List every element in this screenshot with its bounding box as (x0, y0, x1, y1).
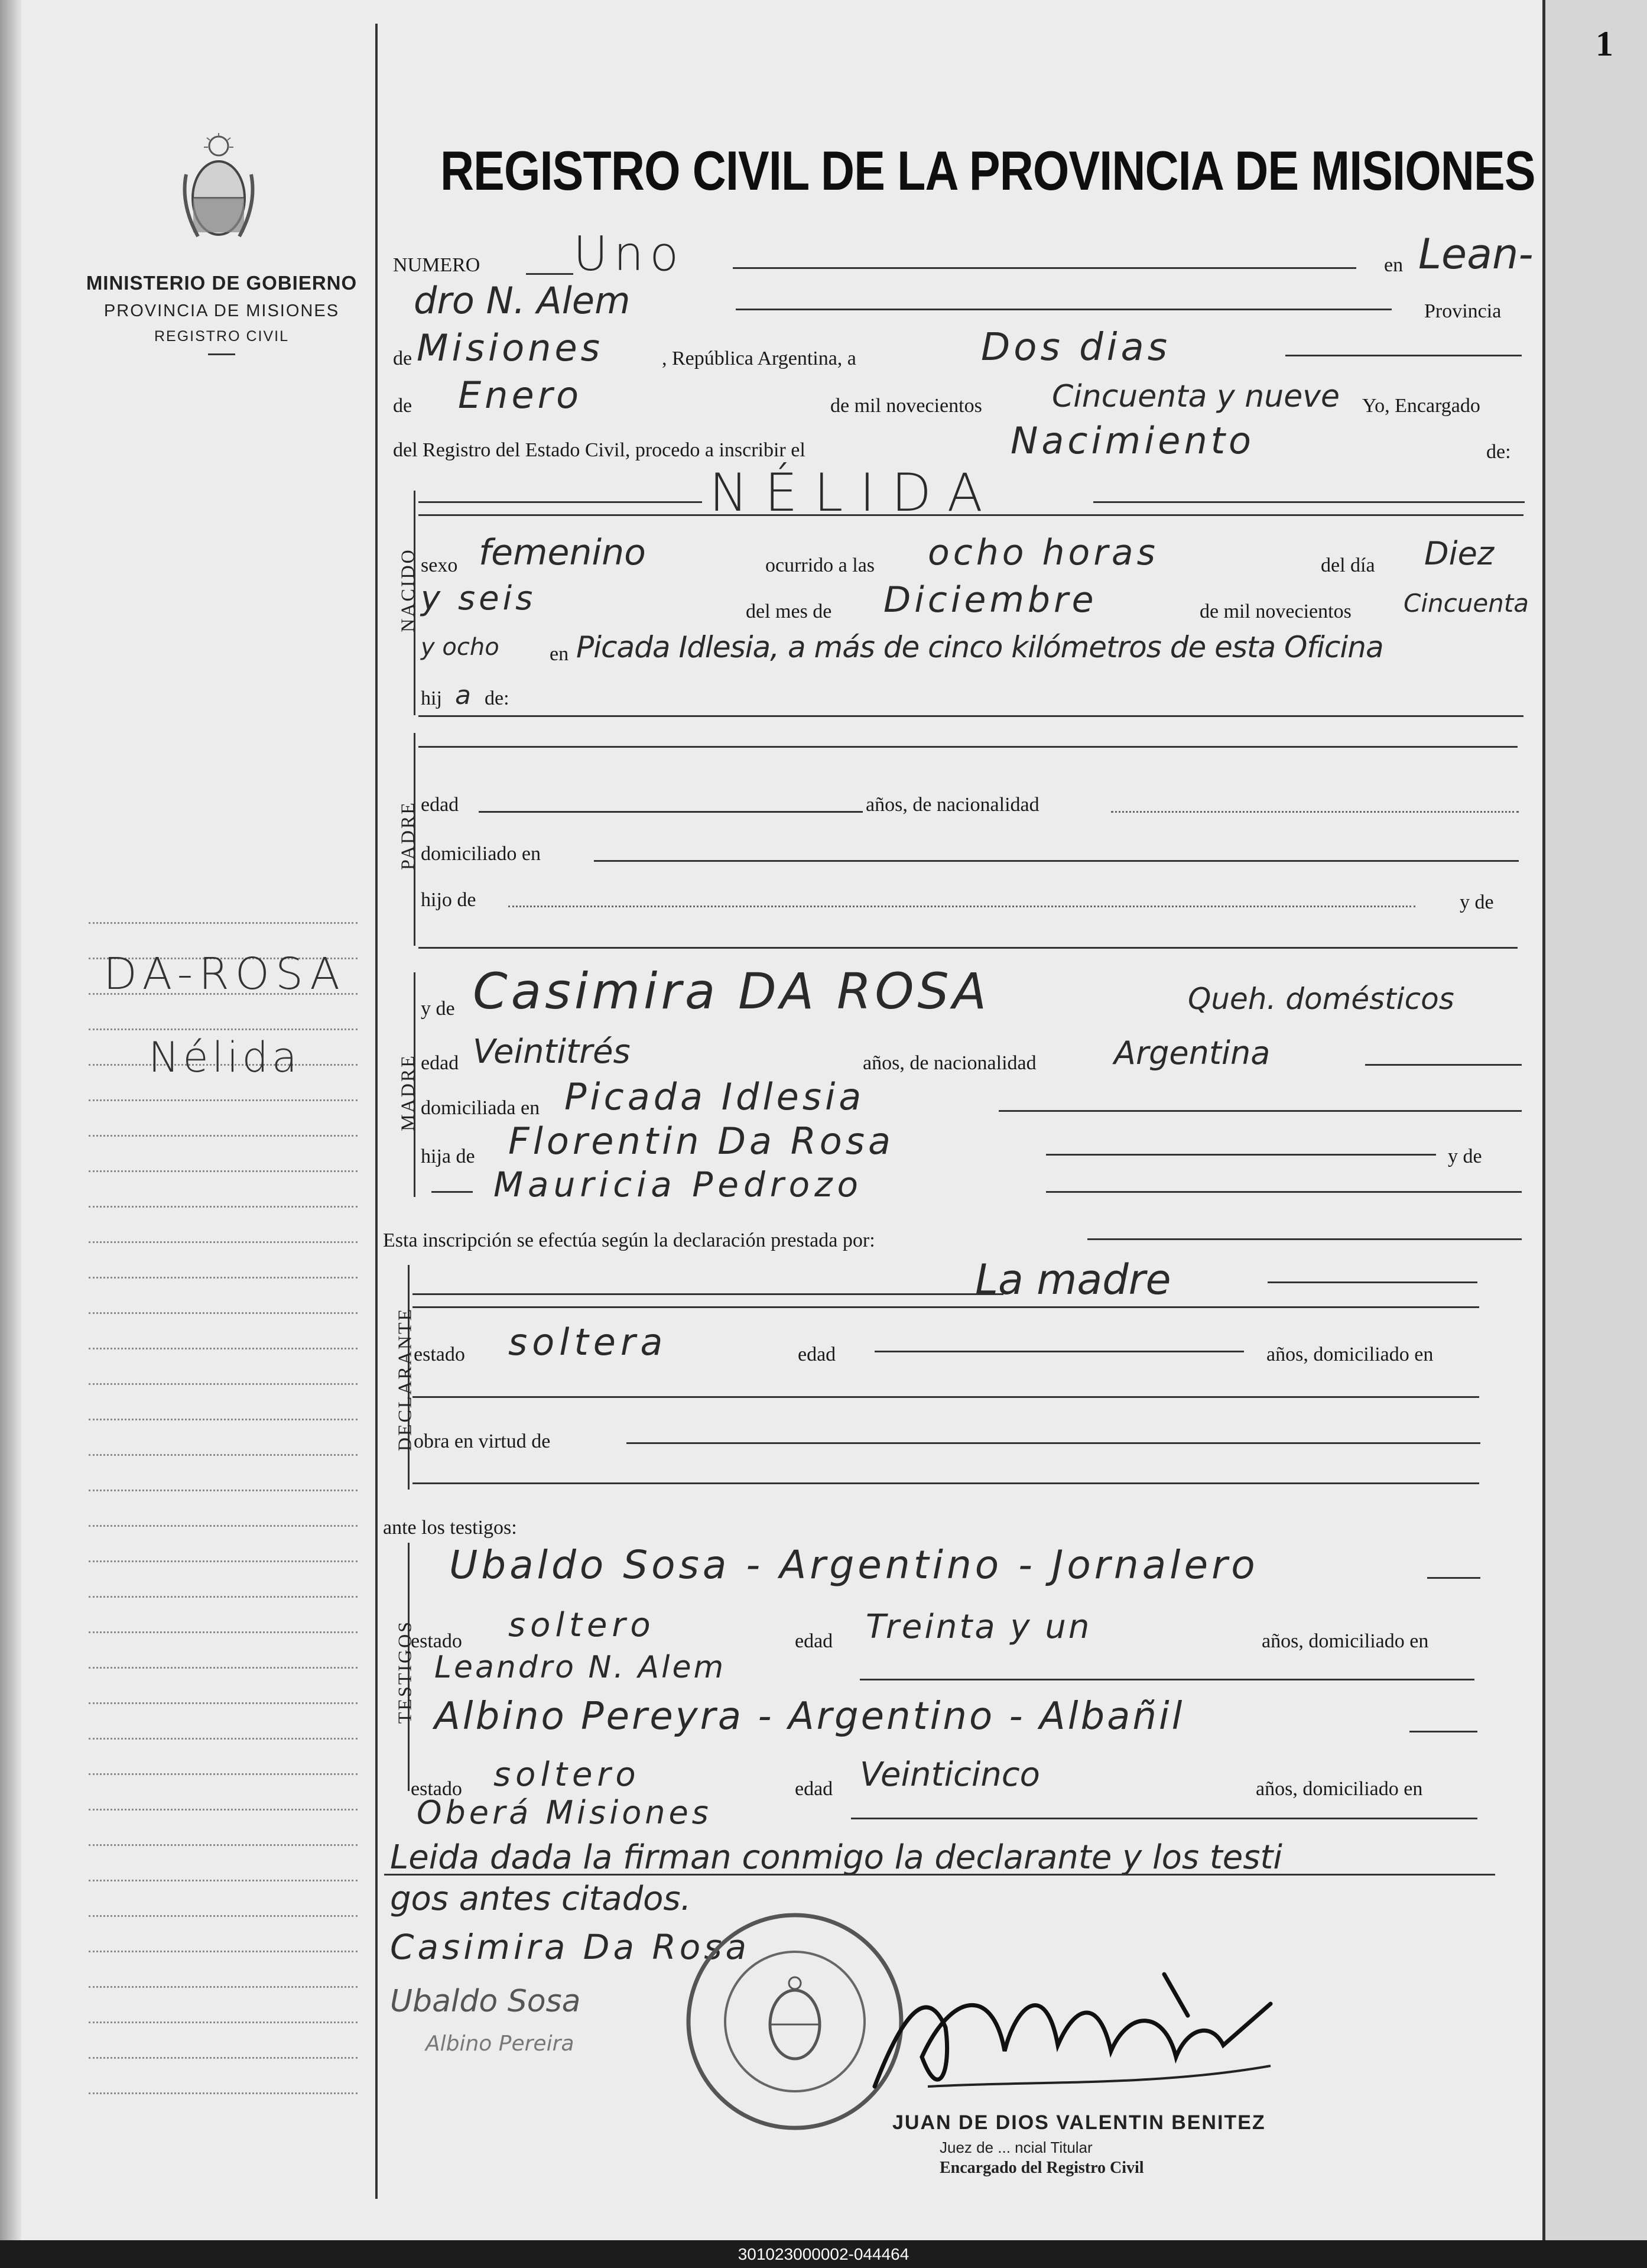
nacido-name-value: NÉLIDA (709, 462, 999, 523)
declarante-domiciliado-label: años, domiciliado en (1266, 1344, 1434, 1365)
nacido-en-label: en (550, 643, 569, 665)
sexo-label: sexo (421, 554, 458, 576)
official-role-1: Juez de ... ncial Titular (940, 2139, 1093, 2156)
margin-given-name: Nélida (148, 1033, 301, 1082)
dia-label: del día (1321, 554, 1375, 576)
madre-ocupacion-value: Queh. domésticos (1188, 982, 1454, 1016)
year-value-2: y ocho (421, 634, 499, 661)
ministry-province: PROVINCIA DE MISIONES (103, 301, 340, 320)
testigo2-estado-label: estado (411, 1778, 462, 1800)
official-role-2: Encargado del Registro Civil (940, 2159, 1144, 2177)
hijo-de-label: de: (485, 687, 509, 709)
madre-name-value: Casimira DA ROSA (473, 962, 990, 1020)
declarante-estado-label: estado (414, 1344, 465, 1365)
madre-padre-value: Florentin Da Rosa (508, 1120, 895, 1163)
place-value-2: dro N. Alem (414, 279, 631, 322)
signature-testigo-2: Albino Pereira (425, 2032, 574, 2056)
nacido-mil-label: de mil novecientos (1200, 601, 1352, 622)
madre-domicilio-value: Picada Idlesia (564, 1075, 865, 1118)
de3-label: de: (1486, 441, 1511, 463)
lugar-value: Picada Idlesia, a más de cinco kilómetros de esta Oficina (576, 630, 1383, 664)
closing-line-2: gos antes citados. (390, 1880, 691, 1918)
padre-hijo-label: hijo de (421, 889, 476, 911)
mes-value: Diciembre (883, 579, 1097, 621)
signature-testigo-1: Ubaldo Sosa (390, 1984, 581, 2019)
testigo1-dom-value: Leandro N. Alem (434, 1650, 726, 1685)
hora-value: ocho horas (928, 532, 1159, 573)
ministry-header (83, 272, 360, 355)
testigos-section-label: TESTIGOS (394, 1620, 415, 1724)
margin-ruled-lines (89, 922, 358, 2152)
padre-edad-label: edad (421, 794, 459, 816)
testigos-intro-label: ante los testigos: (383, 1517, 517, 1539)
nacido-section-label: NACIDO (397, 548, 418, 632)
padre-nacionalidad-label: años, de nacionalidad (866, 794, 1039, 816)
closing-line-1: Leida dada la firman conmigo la declarante y los testi (390, 1838, 1282, 1877)
ocurrido-label: ocurrido a las (765, 554, 875, 576)
hijo-label: hij (421, 687, 442, 709)
official-name: JUAN DE DIOS VALENTIN BENITEZ (892, 2111, 1266, 2134)
declarante-section-label: DECLARANTE (394, 1307, 415, 1452)
testigo1-edad-label: edad (795, 1630, 833, 1652)
declarante-edad-label: edad (798, 1344, 836, 1365)
madre-edad-label: edad (421, 1052, 459, 1074)
ministry-name: MINISTERIO DE GOBIERNO (86, 272, 358, 294)
testigo2-estado-value: soltero (493, 1756, 641, 1794)
declarante-intro-label: Esta inscripción se efectúa según la declaración prestada por: (383, 1229, 875, 1251)
madre-section-label: MADRE (397, 1054, 418, 1131)
madre-domiciliada-label: domiciliada en (421, 1097, 540, 1119)
act-value: Nacimiento (1011, 419, 1255, 462)
page-number: 1 (1596, 24, 1613, 63)
testigo2-value: Albino Pereyra - Argentino - Albañil (434, 1695, 1185, 1738)
de2-label: de (393, 395, 412, 417)
ministry-dash (208, 353, 235, 355)
place-value-1: Lean- (1418, 230, 1534, 278)
republica-label: , República Argentina, a (662, 348, 856, 369)
madre-edad-value: Veintitrés (473, 1033, 631, 1071)
declarante-name-value: La madre (975, 1255, 1171, 1304)
padre-section-label: PADRE (397, 801, 418, 870)
official-signature (857, 1939, 1294, 2134)
madre-nacionalidad-value: Argentina (1114, 1034, 1271, 1072)
spine-shadow (0, 0, 21, 2240)
testigo2-edad-label: edad (795, 1778, 833, 1800)
page-title: REGISTRO CIVIL DE LA PROVINCIA DE MISIONES (440, 139, 1535, 202)
testigo2-edad-value: Veinticinco (860, 1756, 1040, 1794)
margin-surname: DA-ROSA (103, 949, 346, 1000)
testigo2-dom-value: Oberá Misiones (417, 1794, 712, 1831)
mil-label: de mil novecientos (830, 395, 982, 417)
signature-declarante: Casimira Da Rosa (390, 1927, 750, 1967)
coat-of-arms-icon (180, 133, 257, 245)
padre-domiciliado-label: domiciliado en (421, 843, 541, 865)
mes-label: del mes de (746, 601, 832, 622)
provincia-label: Provincia (1424, 300, 1502, 322)
document-id: 301023000002-044464 (738, 2245, 909, 2263)
madre-y-de-label: y de (421, 998, 455, 1020)
de-label: de (393, 348, 412, 369)
hijo-suffix: a (455, 680, 471, 710)
testigo2-dom-label: años, domiciliado en (1256, 1778, 1423, 1800)
year-value: Cincuenta y nueve (1052, 379, 1340, 414)
margin-divider (375, 24, 378, 2199)
year-value-1: Cincuenta (1404, 589, 1529, 618)
testigo1-estado-label: estado (411, 1630, 462, 1652)
madre-nacionalidad-label: años, de nacionalidad (863, 1052, 1037, 1074)
page-edge (1542, 0, 1647, 2240)
madre-hija-label: hija de (421, 1146, 475, 1167)
numero-value: Uno (573, 226, 685, 281)
sexo-value: femenino (479, 532, 646, 573)
dia-value-2: y seis (421, 579, 537, 618)
numero-label: NUMERO (393, 254, 480, 276)
yo-label: Yo, Encargado (1362, 395, 1480, 417)
declarante-estado-value: soltera (508, 1320, 668, 1364)
madre-y-de2-label: y de (1448, 1146, 1482, 1167)
testigo1-estado-value: soltero (508, 1606, 655, 1644)
declarante-obra-label: obra en virtud de (414, 1430, 551, 1452)
padre-y-de-label: y de (1460, 891, 1494, 913)
province-value: Misiones (417, 326, 603, 369)
day-value: Dos dias (981, 326, 1171, 369)
madre-madre-value: Mauricia Pedrozo (493, 1164, 863, 1205)
testigo1-value: Ubaldo Sosa - Argentino - Jornalero (449, 1542, 1259, 1588)
dia-value-1: Diez (1424, 535, 1495, 572)
registro-label: del Registro del Estado Civil, procedo a inscribir el (393, 439, 805, 461)
month-value: Enero (458, 374, 583, 417)
en-label: en (1384, 254, 1404, 276)
testigo1-dom-label: años, domiciliado en (1262, 1630, 1429, 1652)
ministry-office: REGISTRO CIVIL (154, 328, 290, 345)
testigo1-edad-value: Treinta y un (866, 1608, 1092, 1646)
